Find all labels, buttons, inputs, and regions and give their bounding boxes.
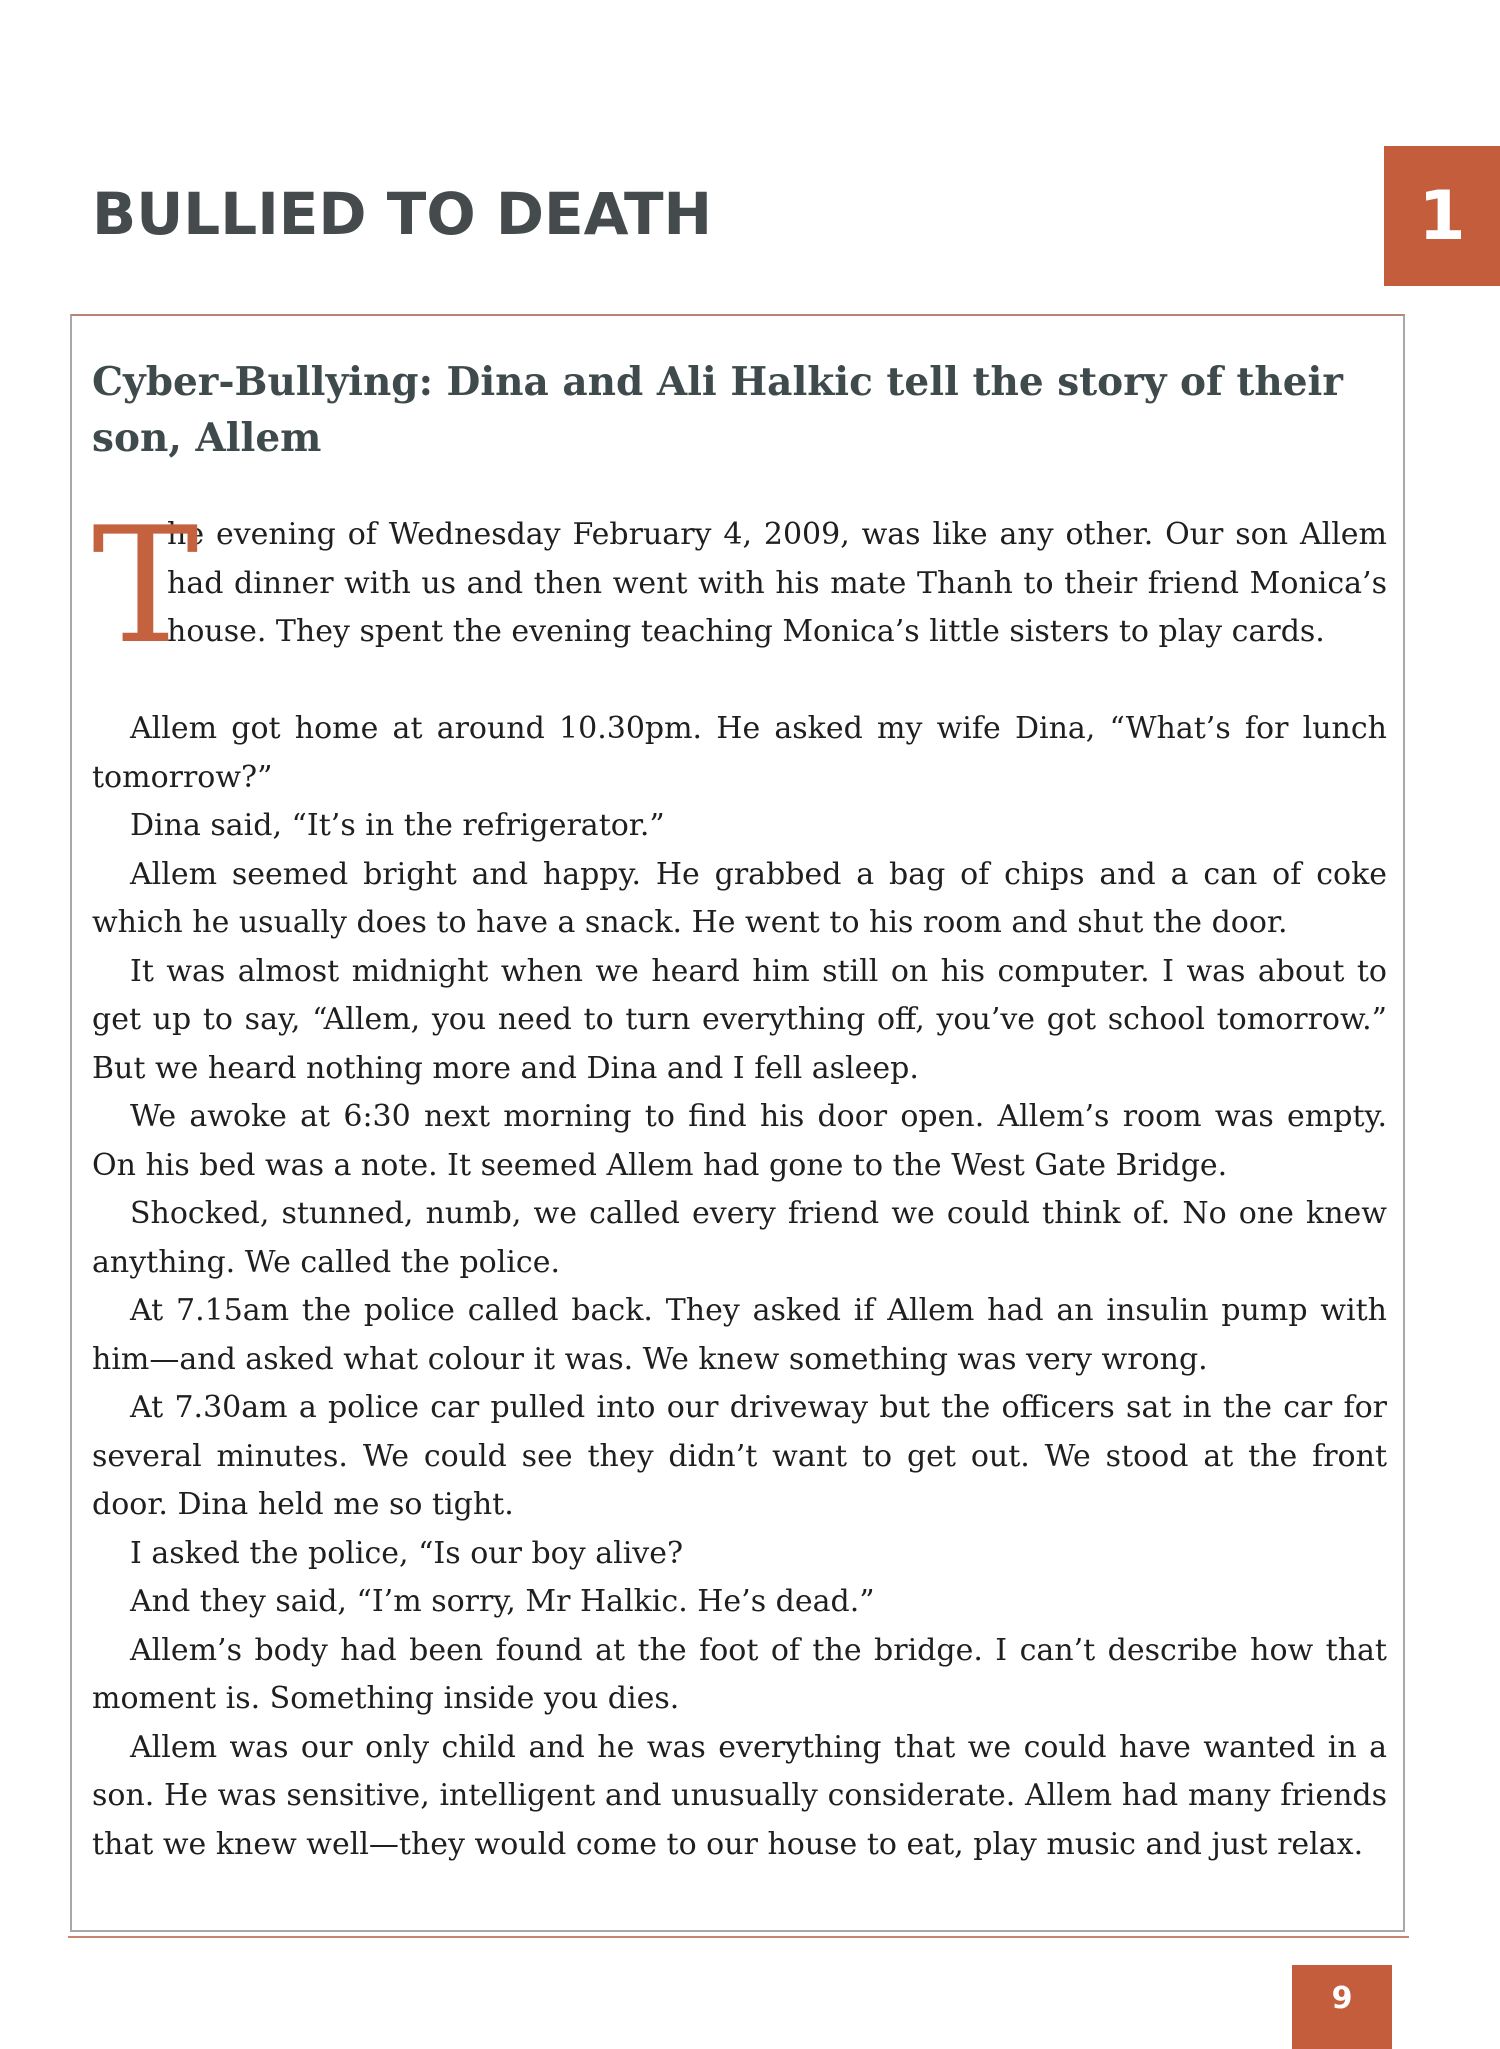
- paragraph: We awoke at 6:30 next morning to find his door open. Allem’s room was empty. On his bed was a note. It seemed Allem had gone to the West Gate Bridge.: [92, 1099, 1387, 1183]
- paragraph: Dina said, “It’s in the refrigerator.”: [130, 808, 665, 843]
- paragraph: Allem got home at around 10.30pm. He asked my wife Dina, “What’s for lunch tomorrow?”: [92, 711, 1387, 795]
- paragraph: It was almost midnight when we heard him still on his computer. I was about to get up to say, “Allem, you need to turn everything off, you’ve got school tomorrow.” But we heard nothing more and Dina and I fell asleep.: [92, 953, 1387, 1086]
- story-body: [92, 492, 1387, 1869]
- paragraph: I asked the police, “Is our boy alive?: [130, 1535, 684, 1571]
- page-number: 9: [1292, 1965, 1392, 2049]
- paragraph: Allem’s body had been found at the foot of the bridge. I can’t describe how that moment is. Something inside you dies.: [92, 1632, 1387, 1716]
- page-title: BULLIED TO DEATH: [92, 180, 713, 248]
- paragraph: At 7.15am the police called back. They asked if Allem had an insulin pump with him—and asked what colour it was. We knew something was very wrong.: [92, 1293, 1387, 1377]
- paragraph: And they said, “I’m sorry, Mr Halkic. He’s dead.”: [130, 1584, 875, 1619]
- story-heading: Cyber-Bullying: Dina and Ali Halkic tell the story of their son, Allem: [92, 359, 1343, 461]
- paragraph: Allem seemed bright and happy. He grabbed a bag of chips and a can of coke which he usually does to have a snack. He went to his room and shut the door.: [92, 856, 1387, 940]
- first-paragraph: [92, 492, 1387, 705]
- paragraph: Allem was our only child and he was everything that we could have wanted in a son. He was sensitive, intelligent and unusually considerate. Allem had many friends that we knew well—they would come to our house to eat, play music and just relax.: [92, 1729, 1387, 1862]
- first-paragraph-text: he evening of Wednesday February 4, 2009, was like any other. Our son Allem had dinner with us and then went with his mate Thanh to their friend Monica’s house. They spent the evening teaching Monica’s little sisters to play cards.: [167, 517, 1387, 649]
- drop-cap: T: [92, 492, 199, 679]
- chapter-number-tab: 1: [1384, 146, 1500, 286]
- paragraph: At 7.30am a police car pulled into our driveway but the officers sat in the car for several minutes. We could see they didn’t want to get out. We stood at the front door. Dina held me so tight.: [92, 1390, 1387, 1522]
- story-box: [70, 314, 1405, 1932]
- paragraph: Shocked, stunned, numb, we called every friend we could think of. No one knew anything. We called the police.: [92, 1196, 1387, 1280]
